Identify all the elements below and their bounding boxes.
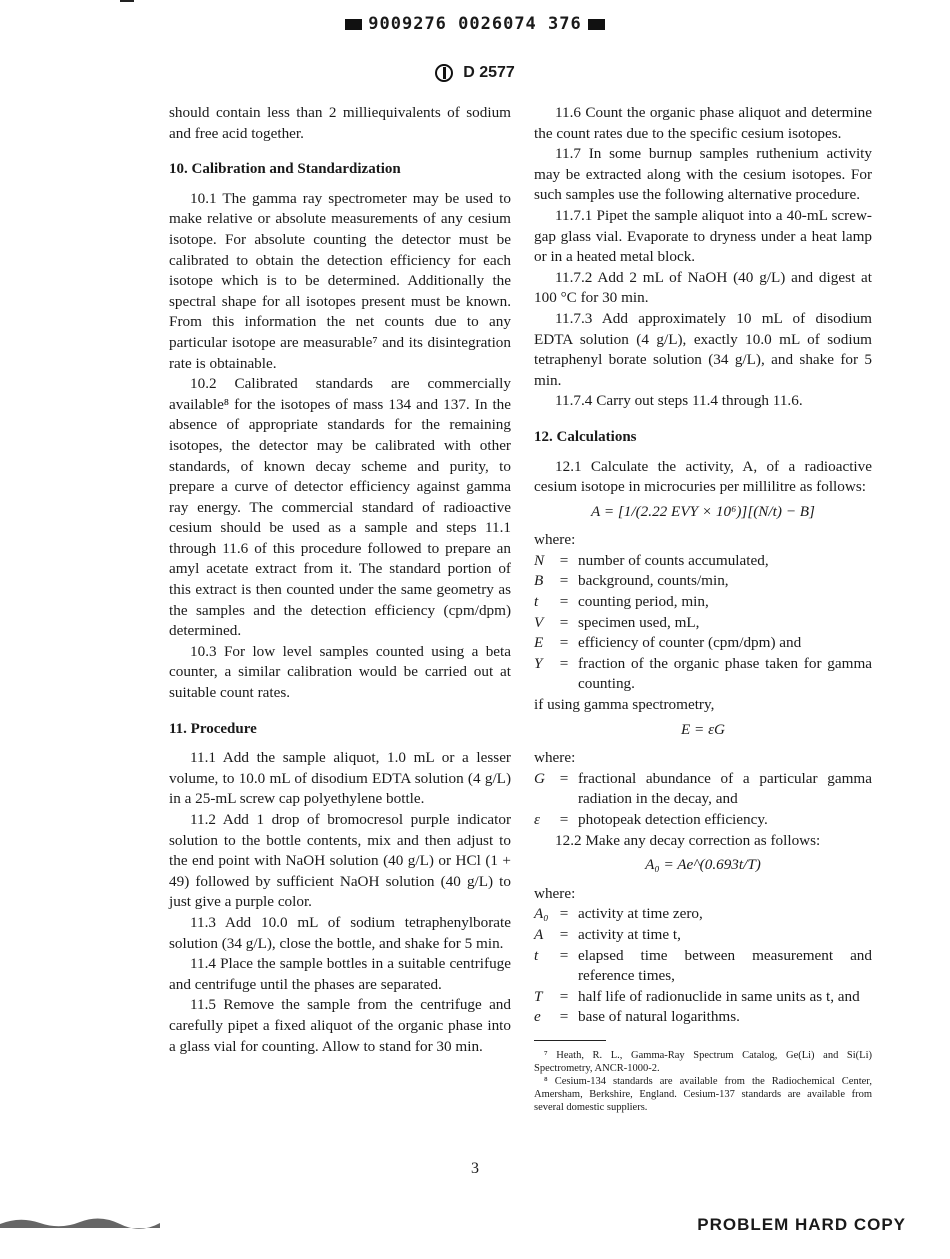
definition-item (534, 925, 872, 946)
equals-sign: = (559, 811, 569, 828)
definition-item (534, 810, 872, 831)
variable-symbol: E (534, 634, 544, 652)
definition-item (534, 904, 872, 925)
barcode-line (0, 14, 950, 34)
paragraph: 11.7.3 Add approximately 10 mL of disodium EDTA solution (4 g/L), exactly 10.0 mL of sodium tetraphenyl borate solution (34 g/L), and shake for 5 min. (534, 309, 872, 389)
variable-symbol: t (534, 593, 539, 611)
astm-logo-icon (435, 64, 453, 82)
equation: A = [1/(2.22 EVY × 10⁶)][(N/t) − B] (591, 502, 815, 520)
variable-symbol: ε (534, 811, 540, 828)
footnote (534, 1075, 872, 1114)
equals-sign: = (559, 1008, 569, 1026)
barcode-block-right (588, 19, 605, 30)
paragraph: where: (534, 884, 576, 902)
equals-sign: = (559, 551, 569, 569)
equals-sign: = (559, 946, 569, 964)
paragraph: 11.3 Add 10.0 mL of sodium tetraphenylborate solution (34 g/L), close the bottle, and shake for 5 min. (169, 913, 511, 952)
equals-sign: = (559, 905, 569, 923)
variable-symbol: G (534, 769, 545, 787)
definition-item (534, 633, 872, 654)
variable-symbol: B (534, 572, 544, 590)
paragraph: if using gamma spectrometry, (534, 696, 715, 714)
equals-sign: = (559, 654, 569, 672)
designation: D 2577 (463, 64, 515, 82)
paragraph: 11.7.4 Carry out steps 11.4 through 11.6. (555, 392, 803, 410)
page-header (0, 64, 950, 82)
left-column (169, 103, 511, 1057)
footnote (534, 1049, 872, 1075)
equation: A₀ = Ae^(0.693t/T) (645, 856, 761, 874)
variable-symbol: A (534, 925, 544, 943)
barcode-text: 9009276 0026074 376 (368, 14, 582, 34)
definition-item (534, 946, 872, 987)
paragraph: where: (534, 749, 576, 767)
page-number: 3 (471, 1160, 479, 1177)
variable-symbol: N (534, 551, 545, 569)
definition-item (534, 571, 872, 592)
equals-sign: = (559, 987, 569, 1005)
footnote-rule (534, 1040, 606, 1041)
variable-symbol: V (534, 613, 544, 631)
section-heading: 12. Calculations (534, 428, 637, 445)
variable-definition: efficiency of counter (cpm/dpm) and (578, 634, 802, 652)
paragraph: 10.1 The gamma ray spectrometer may be used to make relative or absolute measurements of any cesium isotope. For absolute counting the detector must be calibrated to obtain the detection efficiency for each isotope which is to be determined. Additionally the spectral shape for all isotopes present must be known. From this information the net counts due to any particular isotope are measurable⁷ and its disintegration rate is obtainable. (169, 189, 511, 372)
variable-definition: counting period, min, (578, 593, 709, 611)
variable-definition: half life of radionuclide in same units as t, and (578, 987, 860, 1005)
equation: E = εG (680, 720, 726, 738)
paragraph: should contain less than 2 milliequivalents of sodium and free acid together. (169, 104, 511, 142)
barcode-block-left (345, 19, 362, 30)
paragraph: 11.1 Add the sample aliquot, 1.0 mL or a lesser volume, to 10.0 mL of disodium EDTA solution (4 g/L) in a 25-mL screw cap polyethylene bottle. (169, 749, 511, 808)
definition-item (534, 1007, 872, 1028)
definition-list (534, 769, 872, 831)
stamp-text: PROBLEM HARD COPY (697, 1215, 906, 1234)
variable-definition: elapsed time between measurement and reference times, (578, 946, 872, 985)
equals-sign: = (559, 613, 569, 631)
definition-item (534, 654, 872, 695)
variable-definition: number of counts accumulated, (578, 551, 769, 569)
equals-sign: = (559, 634, 569, 652)
paragraph: 11.7.2 Add 2 mL of NaOH (40 g/L) and digest at 100 °C for 30 min. (534, 268, 872, 307)
section-heading: 11. Procedure (169, 720, 257, 737)
equals-sign: = (559, 572, 569, 590)
variable-definition: fractional abundance of a particular gamma radiation in the decay, and (578, 769, 872, 808)
variable-definition: specimen used, mL, (578, 613, 700, 631)
paragraph: 11.4 Place the sample bottles in a suitable centrifuge and centrifuge until the phases are separated. (169, 955, 511, 993)
scan-mark (120, 0, 134, 2)
variable-definition: photopeak detection efficiency. (578, 811, 768, 828)
equals-sign: = (559, 593, 569, 611)
variable-symbol: A₀ (534, 905, 549, 923)
paragraph: 11.2 Add 1 drop of bromocresol purple indicator solution to the bottle contents, mix and then adjust to the end point with NaOH solution (40 g/L) or HCl (1 + 49) followed by sufficient NaOH solution (40 g/L) to just give a purple color. (169, 811, 511, 911)
definition-list (534, 551, 872, 695)
paragraph: 12.1 Calculate the activity, A, of a radioactive cesium isotope in microcuries per millilitre as follows: (534, 457, 872, 496)
variable-definition: base of natural logarithms. (578, 1008, 740, 1026)
paragraph: 11.5 Remove the sample from the centrifuge and carefully pipet a fixed aliquot of the organic phase into a glass vial for counting. Allow to stand for 30 min. (169, 996, 511, 1055)
variable-definition: fraction of the organic phase taken for gamma counting. (578, 654, 872, 693)
paragraph: 11.6 Count the organic phase aliquot and determine the count rates due to the specific cesium isotopes. (534, 104, 872, 142)
variable-definition: background, counts/min, (578, 572, 729, 590)
paragraph: 11.7.1 Pipet the sample aliquot into a 40-mL screw-gap glass vial. Evaporate to dryness under a heat lamp or in a heated metal block. (534, 206, 872, 266)
paragraph: 10.2 Calibrated standards are commercially available⁸ for the isotopes of mass 134 and 137. In the absence of appropriate standards for the remaining isotopes, the detector may be calibrated with other standards, of known decay scheme and purity, to prepare a curve of detector efficiency against gamma ray energy. The commercial standard of radioactive cesium should be used as a sample and steps 11.1 through 11.6 of this procedure followed to prepare an amyl acetate extract from it. The standard portion of this extract is then counted under the same geometry as the samples and the detection efficiency (cpm/dpm) determined. (169, 375, 511, 640)
definition-item (534, 551, 872, 572)
equals-sign: = (559, 925, 569, 943)
equals-sign: = (559, 769, 569, 787)
paragraph: where: (534, 531, 576, 549)
variable-symbol: T (534, 987, 543, 1005)
variable-symbol: Y (534, 654, 543, 672)
right-column (534, 103, 872, 1114)
section-heading: 10. Calibration and Standardization (169, 161, 401, 178)
paragraph: 12.2 Make any decay correction as follows: (555, 831, 821, 849)
scan-smudge (0, 1214, 160, 1230)
footnote-text: ⁷ Heath, R. L., Gamma-Ray Spectrum Catalog, Ge(Li) and Si(Li) Spectrometry, ANCR-1000-2. (534, 1049, 872, 1074)
variable-symbol: t (534, 946, 539, 964)
definition-item (534, 987, 872, 1008)
paragraph: 11.7 In some burnup samples ruthenium activity may be extracted along with the cesium isotopes. For such samples use the following alternative procedure. (534, 145, 872, 204)
variable-definition: activity at time zero, (578, 905, 703, 923)
paragraph: 10.3 For low level samples counted using a beta counter, a similar calibration would be carried out at suitable count rates. (169, 642, 511, 702)
footnote-text: ⁸ Cesium-134 standards are available from the Radiochemical Center, Amersham, Berkshire, England. Cesium-137 standards are available from several domestic suppliers. (534, 1075, 872, 1113)
definition-item (534, 613, 872, 634)
definition-list (534, 904, 872, 1028)
definition-item (534, 769, 872, 810)
variable-symbol: e (534, 1008, 541, 1026)
variable-definition: activity at time t, (578, 925, 681, 943)
definition-item (534, 592, 872, 613)
